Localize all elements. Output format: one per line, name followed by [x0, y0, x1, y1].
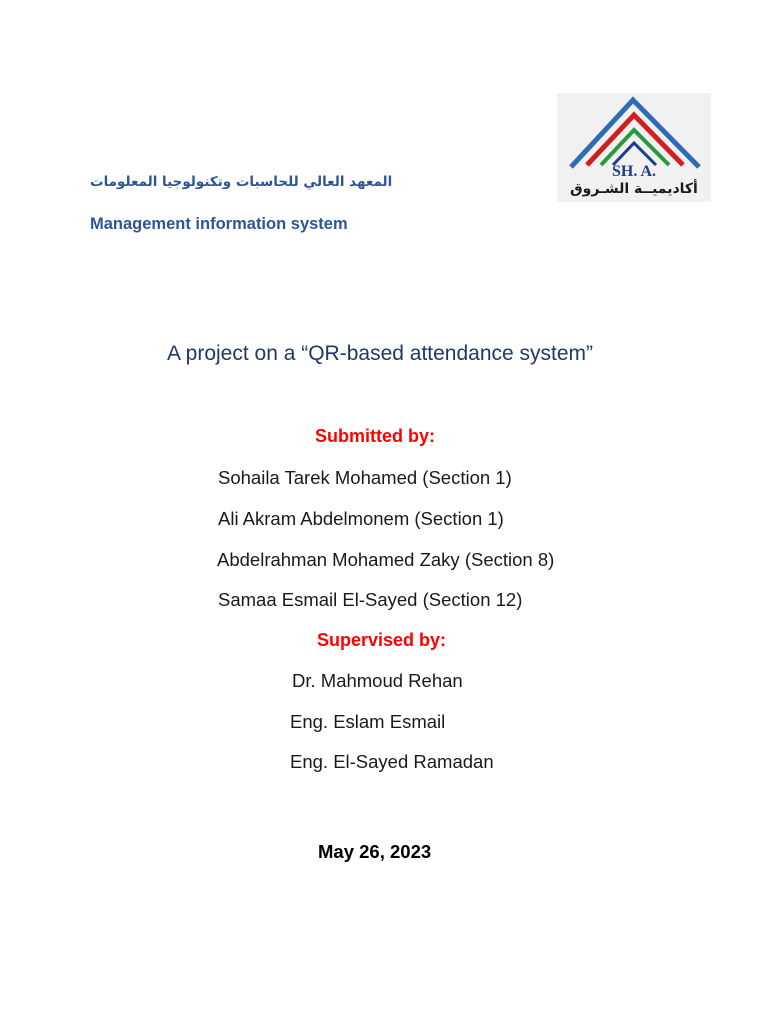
academy-logo — [557, 93, 711, 202]
submitter-name: Ali Akram Abdelmonem (Section 1) — [218, 508, 504, 529]
submitter-name: Abdelrahman Mohamed Zaky (Section 8) — [217, 549, 555, 570]
submitter-name: Samaa Esmail El-Sayed (Section 12) — [218, 589, 523, 610]
logo-arabic-name: أكاديميــة الشـروق — [570, 181, 698, 197]
institute-name-arabic: المعهد العالي للحاسبات وتكنولوجيا المعلومات — [90, 174, 393, 190]
logo-roof-icon — [557, 93, 711, 202]
department-name: Management information system — [90, 215, 348, 233]
logo-initials: SH. A. — [611, 163, 657, 180]
project-title: A project on a “QR-based attendance system” — [166, 342, 594, 365]
supervised-by-heading: Supervised by: — [317, 630, 447, 650]
supervisor-name: Dr. Mahmoud Rehan — [292, 670, 463, 691]
supervisor-name: Eng. El-Sayed Ramadan — [290, 751, 494, 772]
supervisor-name: Eng. Eslam Esmail — [290, 711, 446, 732]
submitter-name: Sohaila Tarek Mohamed (Section 1) — [218, 467, 512, 488]
submission-date: May 26, 2023 — [318, 841, 432, 862]
submitted-by-heading: Submitted by: — [315, 426, 435, 446]
project-title-row — [0, 342, 768, 366]
